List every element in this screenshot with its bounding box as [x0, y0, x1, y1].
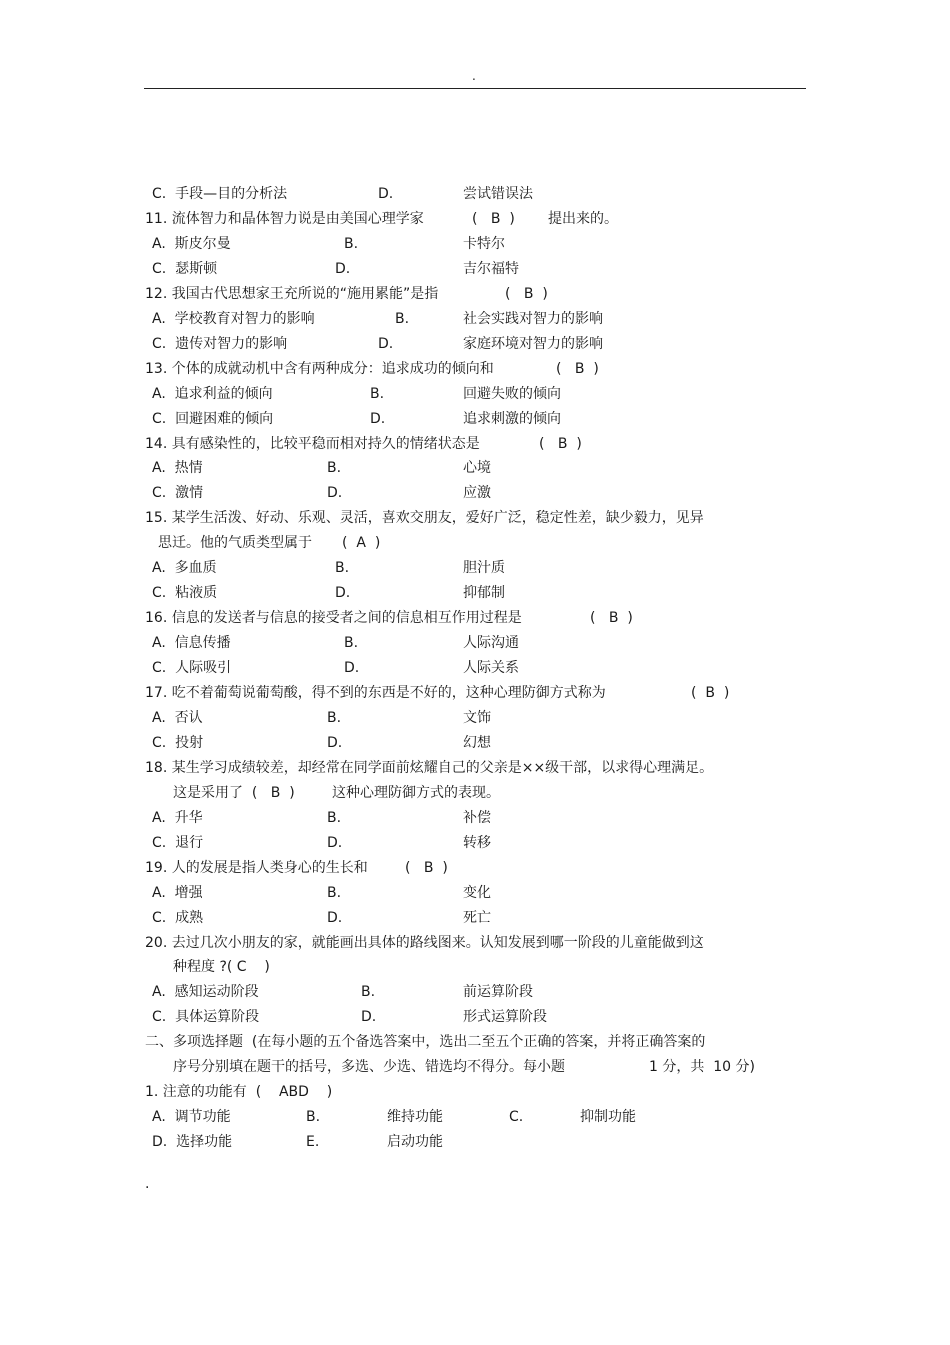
line-segment: 13. 个体的成就动机中含有两种成分：追求成功的倾向和: [145, 360, 494, 377]
line-segment: B.: [306, 1109, 321, 1126]
line-segment: C. 人际吸引: [152, 660, 232, 676]
line-segment: A. 增强: [152, 884, 203, 901]
line-segment: 心境: [463, 460, 491, 477]
line-segment: 18. 某生学习成绩较差，却经常在同学面前炫耀自己的父亲是××级干部，以求得心理满足。: [145, 759, 714, 776]
line-segment: B.: [344, 635, 359, 652]
line-segment: C.: [509, 1109, 524, 1126]
line-segment: C. 投射: [152, 734, 204, 751]
line-segment: A. 调节功能: [152, 1109, 231, 1126]
line-segment: ( A ): [342, 535, 381, 552]
line-segment: 回避失败的倾向: [463, 385, 561, 402]
line-segment: D.: [378, 186, 394, 202]
line-segment: 思迁。他的气质类型属于: [158, 535, 312, 552]
line-segment: 20. 去过几次小朋友的家，就能画出具体的路线图来。认知发展到哪一阶段的儿童能做到这: [145, 934, 704, 951]
line-segment: A. 感知运动阶段: [152, 984, 259, 1001]
line-segment: 变化: [463, 884, 491, 901]
line-segment: ( B ): [691, 685, 730, 701]
line-segment: E.: [306, 1134, 320, 1151]
line-segment: 1 分，共 10 分): [649, 1059, 755, 1076]
line-segment: B.: [370, 385, 385, 402]
line-segment: 序号分别填在题干的括号，多选、少选、错选均不得分。每小题: [173, 1059, 565, 1076]
line-segment: C. 激情: [152, 485, 204, 502]
line-segment: C. 遗传对智力的影响: [152, 335, 288, 352]
line-segment: ( B ): [472, 210, 515, 227]
line-segment: A. 多血质: [152, 560, 217, 577]
line-segment: D.: [378, 335, 394, 352]
line-segment: 尝试错误法: [463, 186, 533, 202]
line-segment: 社会实践对智力的影响: [463, 310, 603, 327]
line-segment: D.: [327, 834, 343, 851]
line-segment: B.: [327, 460, 342, 477]
line-segment: B.: [335, 560, 350, 577]
line-segment: C. 瑟斯顿: [152, 260, 218, 277]
line-segment: 家庭环境对智力的影响: [463, 335, 603, 352]
line-segment: B.: [327, 809, 342, 826]
line-segment: 卡特尔: [463, 235, 505, 252]
line-segment: C. 手段—目的分析法: [152, 186, 288, 202]
line-segment: 15. 某学生活泼、好动、乐观、灵活，喜欢交朋友，爱好广泛，稳定性差，缺少毅力，见异: [145, 510, 704, 527]
line-segment: C. 回避困难的倾向: [152, 410, 274, 427]
line-segment: D. 选择功能: [152, 1134, 233, 1151]
line-segment: D.: [344, 660, 360, 676]
line-segment: ( B ): [539, 435, 582, 452]
line-segment: 这是采用了 ( B ): [173, 784, 295, 801]
line-segment: 14. 具有感染性的，比较平稳而相对持久的情绪状态是: [145, 435, 480, 452]
line-segment: C. 粘液质: [152, 585, 218, 602]
line-segment: B.: [327, 709, 342, 726]
line-segment: ( B ): [556, 360, 599, 377]
line-segment: 死亡: [463, 909, 491, 926]
line-segment: ( B ): [405, 859, 448, 876]
line-segment: D.: [361, 1009, 377, 1026]
line-segment: D.: [370, 410, 386, 427]
line-segment: B.: [395, 310, 410, 327]
line-segment: A. 斯皮尔曼: [152, 235, 231, 252]
line-segment: 胆汁质: [463, 560, 505, 577]
line-segment: D.: [327, 485, 343, 502]
line-segment: 启动功能: [387, 1134, 443, 1151]
header-dot: .: [472, 69, 476, 83]
line-segment: 12. 我国古代思想家王充所说的“施用累能”是指: [145, 285, 439, 302]
line-segment: A. 热情: [152, 460, 203, 477]
line-segment: 前运算阶段: [463, 984, 533, 1001]
line-segment: B.: [361, 984, 376, 1001]
line-segment: 文饰: [463, 709, 491, 726]
line-segment: A. 升华: [152, 809, 203, 826]
line-segment: ( B ): [505, 285, 548, 302]
line-segment: 这种心理防御方式的表现。: [332, 784, 500, 801]
line-segment: 提出来的。: [548, 210, 618, 227]
line-segment: 种程度 ?( C ): [173, 959, 270, 976]
line-segment: 追求刺激的倾向: [463, 410, 561, 427]
line-segment: C. 具体运算阶段: [152, 1009, 260, 1026]
line-segment: 抑郁制: [463, 585, 505, 602]
footer-dot: .: [145, 1176, 150, 1192]
line-segment: 二、多项选择题 (在每小题的五个备选答案中，选出二至五个正确的答案，并将正确答案的: [145, 1034, 706, 1051]
line-segment: A. 否认: [152, 709, 203, 726]
line-segment: D.: [327, 734, 343, 751]
line-segment: 补偿: [463, 809, 491, 826]
line-segment: 吉尔福特: [463, 260, 519, 277]
line-segment: 人际关系: [463, 660, 519, 676]
line-segment: D.: [335, 260, 351, 277]
header-rule: [144, 88, 806, 89]
line-segment: 1. 注意的功能有 ( ABD ): [145, 1084, 333, 1101]
line-segment: B.: [327, 884, 342, 901]
line-segment: 11. 流体智力和晶体智力说是由美国心理学家: [145, 210, 424, 227]
line-segment: A. 追求利益的倾向: [152, 385, 273, 402]
line-segment: B.: [344, 235, 359, 252]
line-segment: A. 信息传播: [152, 635, 231, 652]
line-segment: 16. 信息的发送者与信息的接受者之间的信息相互作用过程是: [145, 610, 522, 627]
line-segment: 抑制功能: [580, 1109, 636, 1126]
line-segment: 维持功能: [387, 1109, 443, 1126]
line-segment: 17. 吃不着葡萄说葡萄酸，得不到的东西是不好的，这种心理防御方式称为: [145, 685, 606, 701]
line-segment: D.: [327, 909, 343, 926]
line-segment: D.: [335, 585, 351, 602]
line-segment: 19. 人的发展是指人类身心的生长和: [145, 859, 368, 876]
line-segment: 幻想: [463, 734, 491, 751]
line-segment: 应激: [463, 485, 491, 502]
line-segment: A. 学校教育对智力的影响: [152, 310, 315, 327]
line-segment: C. 退行: [152, 834, 204, 851]
line-segment: 人际沟通: [463, 635, 519, 652]
line-segment: 转移: [463, 834, 491, 851]
line-segment: C. 成熟: [152, 909, 204, 926]
line-segment: ( B ): [590, 610, 633, 627]
line-segment: 形式运算阶段: [463, 1009, 547, 1026]
